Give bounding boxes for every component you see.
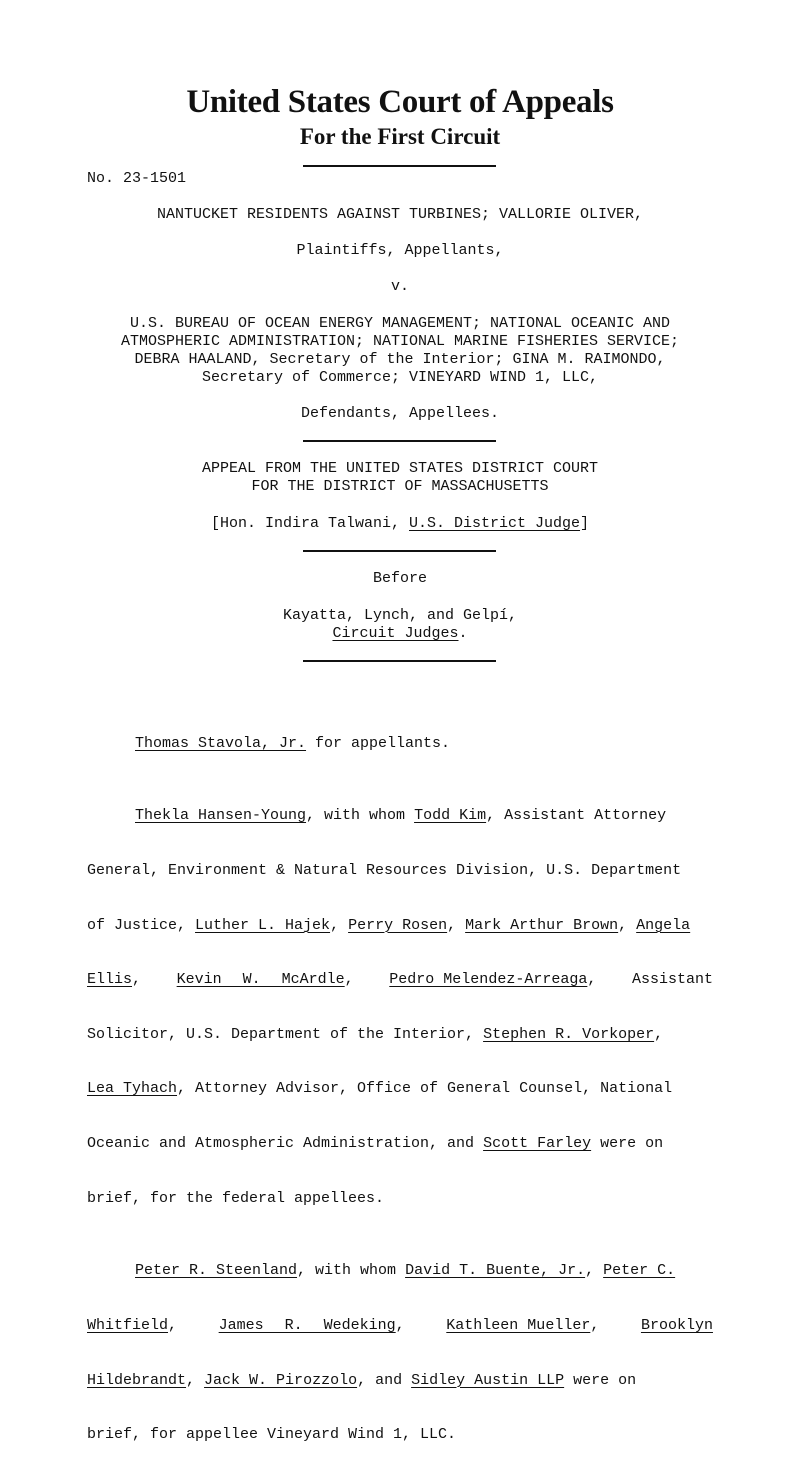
counsel-line xyxy=(87,807,713,825)
panel-title xyxy=(0,625,800,643)
appeal-line-1: APPEAL FROM THE UNITED STATES DISTRICT COURT xyxy=(201,460,599,477)
counsel-text: for appellants. xyxy=(306,734,451,752)
counsel-text: , with whom xyxy=(297,1262,406,1280)
attorney-name: Todd Kim xyxy=(414,807,487,825)
divider-rule xyxy=(303,440,496,442)
court-title: United States Court of Appeals xyxy=(186,84,614,120)
counsel-section xyxy=(87,680,713,1481)
judge-title: U.S. District Judge xyxy=(409,515,581,532)
case-number: No. 23-1501 xyxy=(87,170,187,187)
panel-before: Before xyxy=(372,570,427,587)
attorney-name: James R. Wedeking xyxy=(218,1316,396,1334)
counsel-text: , xyxy=(618,916,637,934)
attorney-name: Kathleen Mueller xyxy=(446,1316,591,1334)
attorney-name: Sidley Austin LLP xyxy=(411,1371,565,1389)
counsel-text: were on xyxy=(591,1134,664,1152)
plaintiffs-role: Plaintiffs, Appellants, xyxy=(296,242,504,259)
counsel-text: , xyxy=(330,916,349,934)
defendants-line: DEBRA HAALAND, Secretary of the Interior; GINA M. RAIMONDO, xyxy=(134,351,666,368)
divider-rule xyxy=(303,165,496,167)
versus: v. xyxy=(390,278,409,295)
attorney-name: Thomas Stavola, Jr. xyxy=(135,734,307,752)
counsel-text: , xyxy=(585,1262,604,1280)
defendants-line: U.S. BUREAU OF OCEAN ENERGY MANAGEMENT; NATIONAL OCEANIC AND xyxy=(129,315,671,332)
attorney-name: Scott Farley xyxy=(483,1134,592,1152)
counsel-line xyxy=(87,735,713,753)
counsel-line xyxy=(87,917,713,935)
counsel-line: brief, for the federal appellees. xyxy=(87,1189,385,1207)
counsel-line xyxy=(87,1262,713,1280)
attorney-name: Whitfield xyxy=(87,1316,169,1334)
counsel-text: , with whom xyxy=(306,807,415,825)
divider-rule xyxy=(303,660,496,662)
attorney-name: Ellis xyxy=(87,971,133,989)
circuit-subtitle: For the First Circuit xyxy=(299,124,501,149)
counsel-text: , xyxy=(395,1316,405,1334)
counsel-text: Solicitor, U.S. Department of the Interior, xyxy=(87,1025,484,1043)
counsel-text: , Assistant Attorney xyxy=(486,807,667,825)
attorney-name: Brooklyn xyxy=(640,1316,713,1334)
panel-judges: Kayatta, Lynch, and Gelpí, xyxy=(282,607,518,624)
attorney-name: Stephen R. Vorkoper xyxy=(483,1025,655,1043)
attorney-name: Pedro Melendez-Arreaga xyxy=(389,971,588,989)
counsel-line xyxy=(87,1026,713,1044)
counsel-line: General, Environment & Natural Resources Division, U.S. Department xyxy=(87,862,682,879)
defendants-line: Secretary of Commerce; VINEYARD WIND 1, LLC, xyxy=(201,369,599,386)
attorney-name: Peter R. Steenland xyxy=(135,1262,298,1280)
counsel-line xyxy=(87,1317,713,1335)
counsel-text: , xyxy=(654,1025,664,1043)
attorney-name: Angela xyxy=(636,916,691,934)
defendants-role: Defendants, Appellees. xyxy=(300,405,500,422)
counsel-text: , xyxy=(186,1371,205,1389)
defendants-line: ATMOSPHERIC ADMINISTRATION; NATIONAL MARINE FISHERIES SERVICE; xyxy=(120,333,680,350)
attorney-name: Mark Arthur Brown xyxy=(465,916,619,934)
counsel-text: Assistant xyxy=(631,971,713,989)
counsel-line xyxy=(87,1135,713,1153)
counsel-line xyxy=(87,971,713,989)
attorney-name: Jack W. Pirozzolo xyxy=(204,1371,358,1389)
attorney-name: Peter C. xyxy=(603,1262,676,1280)
counsel-text: of Justice, xyxy=(87,916,196,934)
attorney-name: Lea Tyhach xyxy=(87,1080,178,1098)
attorney-name: David T. Buente, Jr. xyxy=(405,1262,586,1280)
counsel-line xyxy=(87,1080,713,1098)
attorney-name: Hildebrandt xyxy=(87,1371,187,1389)
district-judge xyxy=(0,515,800,533)
counsel-text: , xyxy=(168,1316,178,1334)
plaintiffs-names: NANTUCKET RESIDENTS AGAINST TURBINES; VALLORIE OLIVER, xyxy=(156,206,644,223)
judge-name: [Hon. Indira Talwani, xyxy=(210,515,409,532)
counsel-text: , and xyxy=(357,1371,412,1389)
divider-rule xyxy=(303,550,496,552)
counsel-text: , xyxy=(590,1316,600,1334)
appeal-line-2: FOR THE DISTRICT OF MASSACHUSETTS xyxy=(251,478,549,495)
circuit-judges-title: Circuit Judges xyxy=(332,625,459,642)
period: . xyxy=(458,625,468,642)
attorney-name: Kevin W. McArdle xyxy=(176,971,345,989)
counsel-line: brief, for appellee Vineyard Wind 1, LLC. xyxy=(87,1426,457,1444)
counsel-text: , xyxy=(447,916,466,934)
counsel-line xyxy=(87,1372,713,1390)
attorney-name: Perry Rosen xyxy=(348,916,448,934)
counsel-text: , xyxy=(587,971,597,989)
counsel-text: , Attorney Advisor, Office of General Counsel, National xyxy=(177,1080,673,1098)
attorney-name: Luther L. Hajek xyxy=(195,916,331,934)
counsel-text: Oceanic and Atmospheric Administration, and xyxy=(87,1134,484,1152)
bracket-close: ] xyxy=(580,515,590,532)
counsel-text: , xyxy=(344,971,354,989)
attorney-name: Thekla Hansen-Young xyxy=(135,807,307,825)
counsel-text: , xyxy=(132,971,142,989)
counsel-text: were on xyxy=(564,1371,637,1389)
